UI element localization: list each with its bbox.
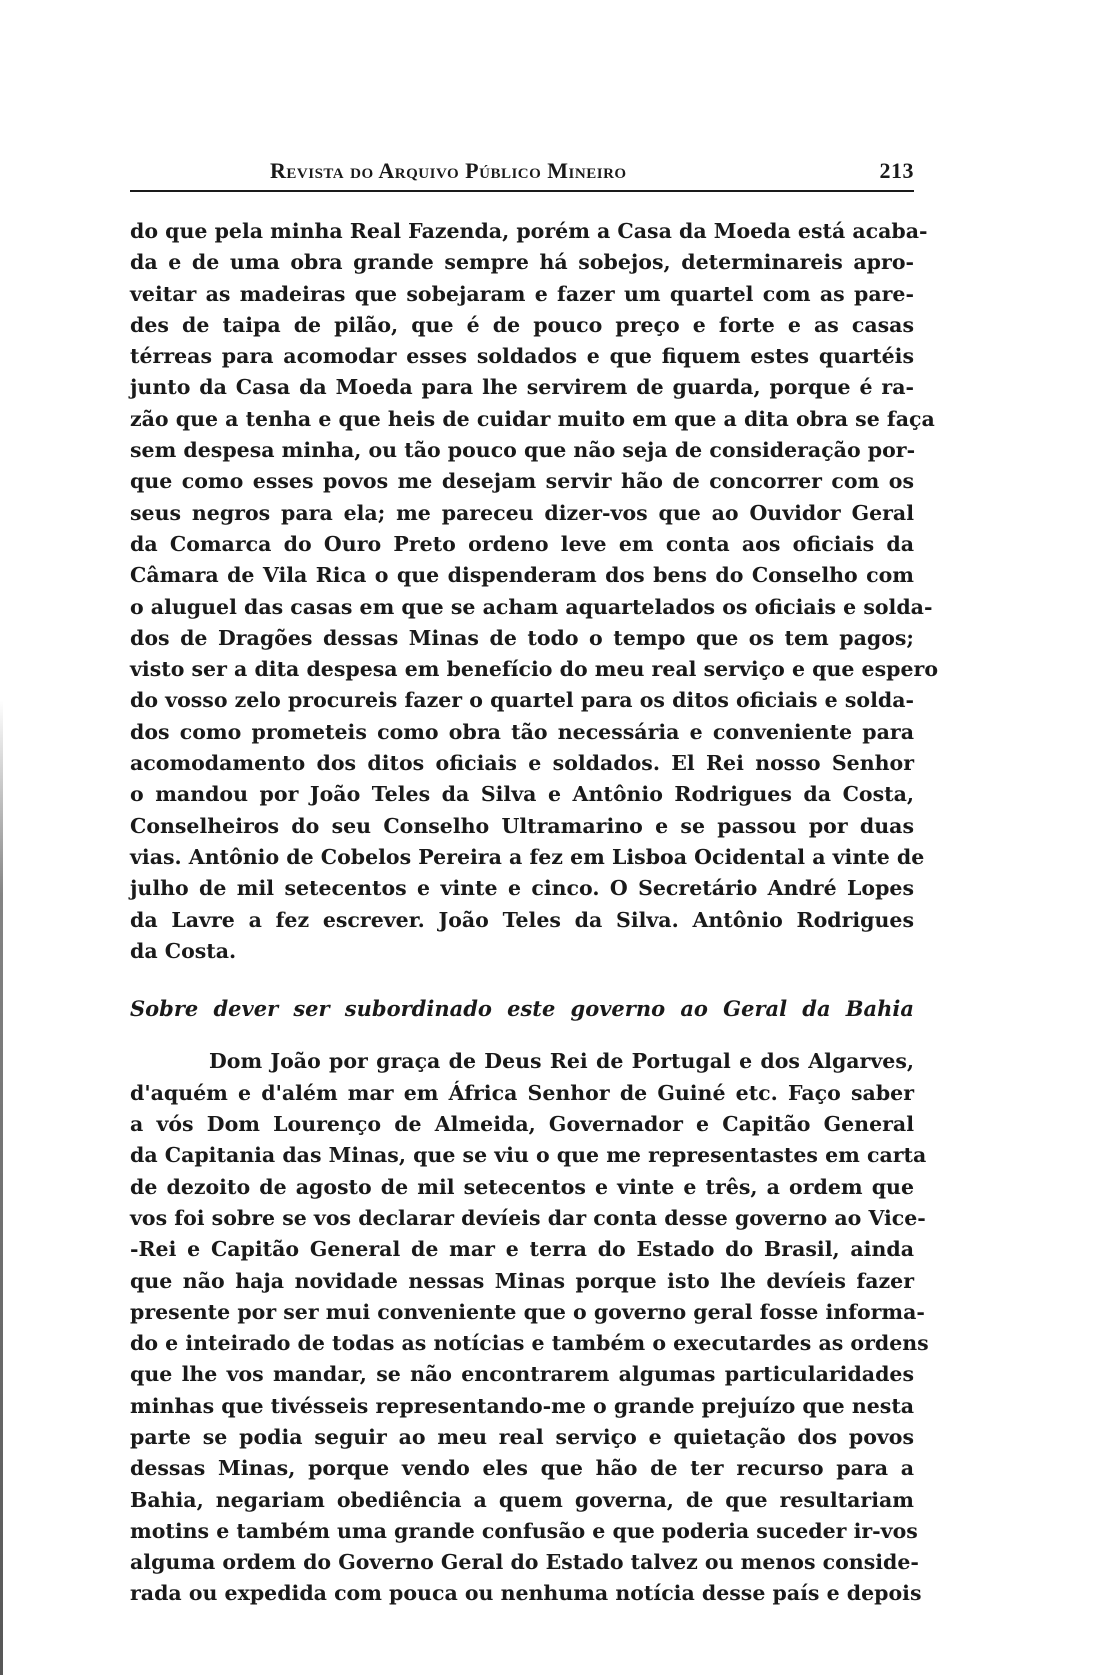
body-text bbox=[130, 216, 938, 1610]
text-line: rada ou expedida com pouca ou nenhuma notícia desse país e depois bbox=[130, 1581, 922, 1606]
scan-edge-shadow bbox=[0, 700, 3, 1675]
text-line: junto da Casa da Moeda para lhe servirem de guarda, porque é ra- bbox=[130, 375, 914, 400]
text-line: julho de mil setecentos e vinte e cinco. O Secretário André Lopes bbox=[130, 876, 914, 901]
text-line: a vós Dom Lourenço de Almeida, Governador e Capitão General bbox=[130, 1112, 914, 1137]
paragraph-royal-letter bbox=[130, 1046, 929, 1609]
text-line: vias. Antônio de Cobelos Pereira a fez em Lisboa Ocidental a vinte de bbox=[130, 844, 925, 869]
text-line: que lhe vos mandar, se não encontrarem algumas particularidades bbox=[130, 1362, 914, 1387]
section-heading: Sobre dever ser subordinado este governo ao Geral da Bahia bbox=[130, 996, 914, 1022]
text-line: minhas que tivésseis representando-me o grande prejuízo que nesta bbox=[130, 1393, 915, 1418]
text-line: o aluguel das casas em que se acham aquartelados os oficiais e solda- bbox=[130, 594, 933, 619]
paragraph-continued bbox=[130, 216, 938, 967]
text-line: do vosso zelo procureis fazer o quartel para os ditos oficiais e solda- bbox=[130, 688, 914, 713]
text-line: da Comarca do Ouro Preto ordeno leve em conta aos oficiais da bbox=[130, 531, 914, 556]
text-line: Câmara de Vila Rica o que dispenderam dos bens do Conselho com bbox=[130, 563, 914, 588]
running-head bbox=[130, 158, 914, 192]
text-line: acomodamento dos ditos oficiais e soldados. El Rei nosso Senhor bbox=[130, 751, 914, 776]
text-line: des de taipa de pilão, que é de pouco preço e forte e as casas bbox=[130, 312, 914, 337]
text-line: Bahia, negariam obediência a quem governa, de que resultariam bbox=[130, 1487, 914, 1512]
text-line: que não haja novidade nessas Minas porque isto lhe devíeis fazer bbox=[130, 1268, 914, 1293]
text-line: da Costa. bbox=[130, 938, 237, 963]
page-number: 213 bbox=[879, 158, 914, 183]
text-line: presente por ser mui conveniente que o governo geral fosse informa- bbox=[130, 1299, 925, 1324]
text-line: térreas para acomodar esses soldados e que fiquem estes quartéis bbox=[130, 344, 914, 369]
text-line: da e de uma obra grande sempre há sobejos, determinareis apro- bbox=[130, 250, 914, 275]
text-line: dos como prometeis como obra tão necessária e conveniente para bbox=[130, 719, 914, 744]
text-line: alguma ordem do Governo Geral do Estado talvez ou menos conside- bbox=[130, 1550, 919, 1575]
text-line: sem despesa minha, ou tão pouco que não seja de consideração por- bbox=[130, 438, 916, 463]
text-line: veitar as madeiras que sobejaram e fazer um quartel com as pare- bbox=[130, 281, 914, 306]
text-line: parte se podia seguir ao meu real serviço e quietação dos povos bbox=[130, 1424, 914, 1449]
text-line: d'aquém e d'além mar em África Senhor de Guiné etc. Faço saber bbox=[130, 1080, 914, 1105]
text-line: vos foi sobre se vos declarar devíeis dar conta desse governo ao Vice- bbox=[130, 1205, 926, 1230]
text-line: visto ser a dita despesa em benefício do meu real serviço e que espero bbox=[130, 657, 938, 682]
text-line: de dezoito de agosto de mil setecentos e vinte e três, a ordem que bbox=[130, 1174, 914, 1199]
text-line: do que pela minha Real Fazenda, porém a Casa da Moeda está acaba- bbox=[130, 219, 928, 243]
text-line: motins e também uma grande confusão e que poderia suceder ir-vos bbox=[130, 1518, 918, 1543]
text-line: Dom João por graça de Deus Rei de Portugal e dos Algarves, bbox=[209, 1049, 914, 1074]
book-page bbox=[130, 158, 938, 1610]
text-line: zão que a tenha e que heis de cuidar muito em que a dita obra se faça bbox=[130, 406, 935, 431]
text-line: Conselheiros do seu Conselho Ultramarino e se passou por duas bbox=[130, 813, 914, 838]
text-line: o mandou por João Teles da Silva e Antônio Rodrigues da Costa, bbox=[130, 782, 914, 807]
text-line: dessas Minas, porque vendo eles que hão de ter recurso para a bbox=[130, 1456, 914, 1481]
text-line: seus negros para ela; me pareceu dizer-vos que ao Ouvidor Geral bbox=[130, 500, 914, 525]
text-line: dos de Dragões dessas Minas de todo o tempo que os tem pagos; bbox=[130, 625, 914, 650]
text-line: da Lavre a fez escrever. João Teles da Silva. Antônio Rodrigues bbox=[130, 907, 914, 932]
journal-title: Revista do Arquivo Público Mineiro bbox=[270, 158, 627, 183]
text-line: da Capitania das Minas, que se viu o que me representastes em carta bbox=[130, 1143, 927, 1168]
text-line: -Rei e Capitão General de mar e terra do Estado do Brasil, ainda bbox=[130, 1237, 914, 1262]
text-line: do e inteirado de todas as notícias e também o executardes as ordens bbox=[130, 1331, 929, 1356]
text-line: que como esses povos me desejam servir hão de concorrer com os bbox=[130, 469, 914, 494]
